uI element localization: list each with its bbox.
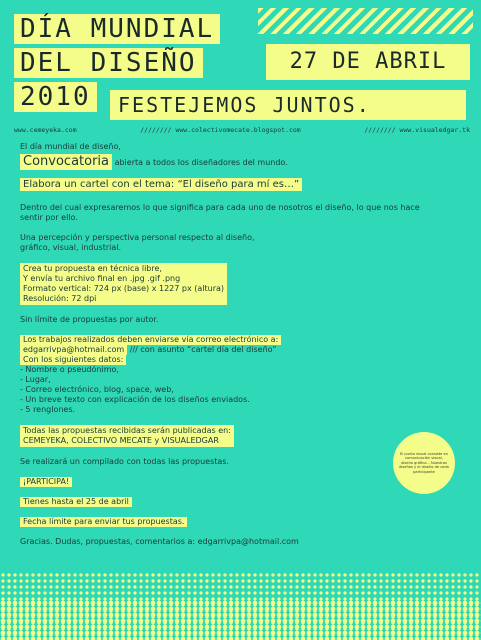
list-item: - Lugar, bbox=[20, 375, 51, 384]
paragraph-2b: gráfico, visual, industrial. bbox=[20, 243, 122, 252]
tech-line-1: Crea tu propuesta en técnica libre, bbox=[23, 264, 162, 273]
envio-line-3: Con los siguientes datos: bbox=[20, 355, 126, 365]
badge-text: El punto visual consiste en comunicación visual, diseño gráfico... Nuestros diseños y el diseño de cada participante bbox=[399, 451, 449, 474]
convocatoria-label: Convocatoria bbox=[20, 154, 112, 170]
list-item: - Nombre o pseudónimo, bbox=[20, 365, 119, 374]
tech-line-4: Resolución: 72 dpi bbox=[23, 294, 97, 303]
tech-line-2: Y envía tu archivo final en .jpg .gif .png bbox=[23, 274, 181, 283]
date-box: 27 DE ABRIL bbox=[266, 44, 470, 80]
envio-email[interactable]: edgarrivpa@hotmail.com bbox=[20, 345, 127, 355]
list-item: - Un breve texto con explicación de los diseños enviados. bbox=[20, 395, 250, 404]
publicacion-line-1: Todas las propuestas recibidas serán publicadas en: bbox=[23, 426, 231, 435]
envio-block bbox=[20, 335, 420, 415]
stripes-decoration bbox=[258, 8, 473, 34]
gracias-text: Gracias. Dudas, propuestas, comentarios a: edgarrivpa@hotmail.com bbox=[20, 537, 299, 546]
publicacion-line-2: CEMEYEKA, COLECTIVO MECATE y VISUALEDGAR bbox=[23, 436, 219, 445]
envio-line-1: Los trabajos realizados deben enviarse vía correo electrónico a: bbox=[20, 335, 281, 345]
tagline-box: FESTEJEMOS JUNTOS. bbox=[110, 90, 466, 120]
participa-text: ¡PARTICIPA! bbox=[20, 477, 72, 487]
list-item: - 5 renglones. bbox=[20, 405, 76, 414]
title-line-1: DÍA MUNDIAL bbox=[14, 14, 220, 44]
publicacion-block bbox=[20, 425, 234, 447]
body-text bbox=[20, 142, 420, 547]
convocatoria-text: abierta a todos los diseñadores del mundo. bbox=[114, 158, 288, 167]
tech-line-3: Formato vertical: 724 px (base) x 1227 px (altura) bbox=[23, 284, 225, 293]
fecha-limite-text: Fecha límite para enviar tus propuestas. bbox=[20, 517, 187, 527]
link-colectivomecate[interactable]: //////// www.colectivomecate.blogspot.com bbox=[140, 126, 301, 134]
compilado-text: Se realizará un compilado con todas las propuestas. bbox=[20, 457, 230, 466]
paragraph-1: Dentro del cual expresaremos lo que significa para cada uno de nosotros el diseño, lo que nos hace sentir por ello. bbox=[20, 203, 420, 222]
link-visualedgar[interactable]: //////// www.visualedgar.tk bbox=[364, 126, 470, 134]
link-cemeyeka[interactable]: www.cemeyeka.com bbox=[14, 126, 77, 134]
tech-block bbox=[20, 263, 227, 305]
intro-text: El día mundial de diseño, bbox=[20, 142, 121, 151]
title-line-3: 2010 bbox=[14, 82, 97, 112]
fecha-text: Tienes hasta el 25 de abril bbox=[20, 497, 132, 507]
envio-asunto: /// con asunto “cartel día del diseño” bbox=[129, 345, 277, 354]
halftone-decoration-dense bbox=[0, 600, 481, 640]
links-row bbox=[14, 126, 470, 134]
tema-text: Elabora un cartel con el tema: “El diseño para mí es…” bbox=[20, 178, 302, 191]
title-line-2: DEL DISEÑO bbox=[14, 48, 203, 78]
sin-limite-text: Sin límite de propuestas por autor. bbox=[20, 315, 159, 324]
paragraph-2a: Una percepción y perspectiva personal respecto al diseño, bbox=[20, 233, 255, 242]
badge-circle bbox=[393, 432, 455, 494]
list-item: - Correo electrónico, blog, space, web, bbox=[20, 385, 174, 394]
